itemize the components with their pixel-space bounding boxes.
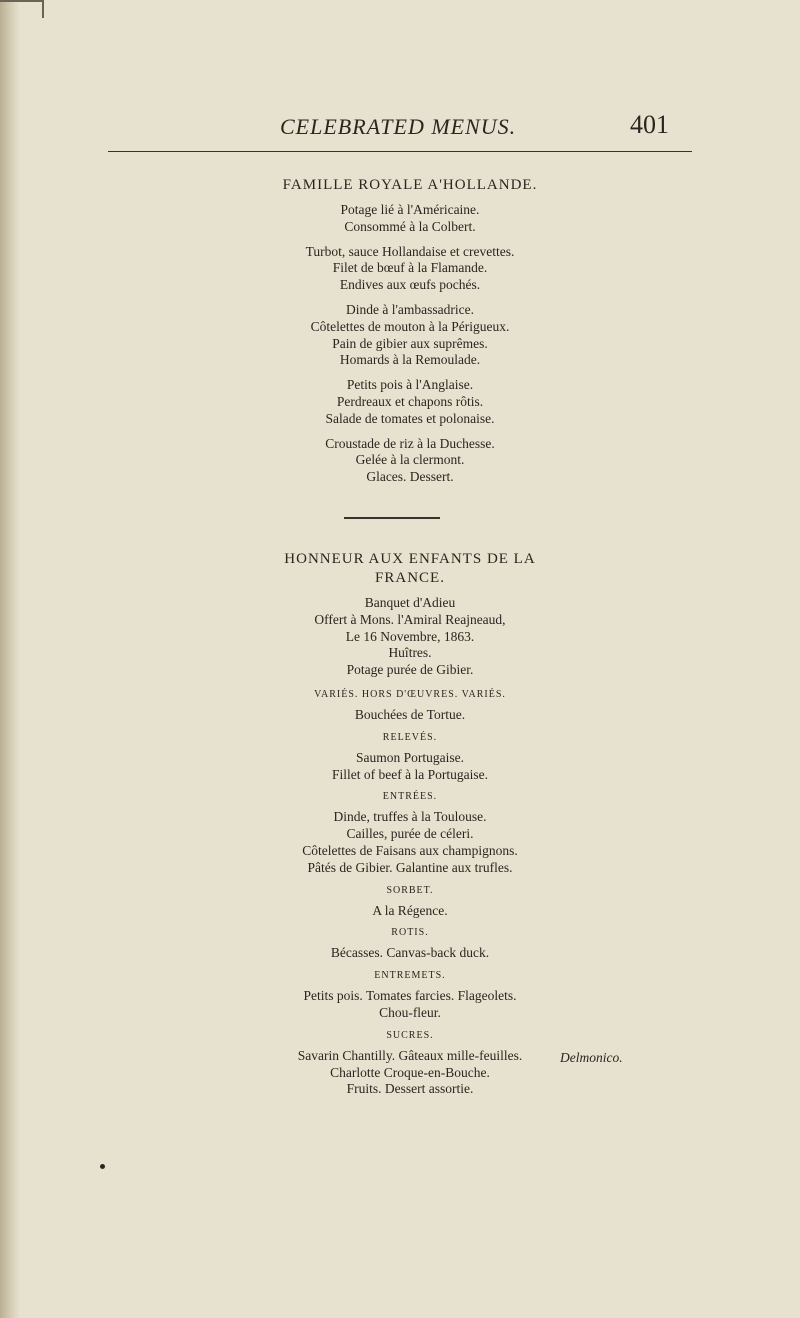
menu-item: Cailles, purée de céleri. [346, 826, 474, 842]
course-heading: ENTRÉES. [382, 791, 438, 803]
menu-item: Banquet d'Adieu [364, 595, 456, 610]
course-heading: ENTREMETS. [374, 970, 446, 982]
menu-title [150, 550, 670, 588]
menu-item: Offert à Mons. l'Amiral Reajneaud, [314, 611, 506, 627]
menu-item: Bouchées de Tortue. [354, 706, 466, 722]
menu-item: Salade de tomates et polonaise. [325, 410, 495, 426]
menu-honneur-enfants [150, 550, 670, 1098]
menu-item: Petits pois à l'Anglaise. [346, 377, 474, 393]
menu-item: Fruits. Dessert assortie. [346, 1081, 474, 1097]
menu-item: Saumon Portugaise. [356, 749, 464, 765]
course-heading: SORBET. [386, 884, 434, 896]
course-heading: RELEVÉS. [382, 731, 438, 743]
menu-item: Charlotte Croque-en-Bouche. [330, 1064, 490, 1080]
header-rule [108, 151, 692, 152]
menu-item: Pâtés de Gibier. Galantine aux trufles. [307, 859, 513, 875]
menu-item: Chou-fleur. [379, 1004, 441, 1020]
menu-item: Le 16 Novembre, 1863. [345, 628, 475, 644]
menu-item: A la Régence. [372, 902, 448, 918]
menu-item: Potage lié à l'Américaine. [340, 202, 480, 217]
menu-item: Pain de gibier aux suprêmes. [332, 335, 488, 351]
section-divider [344, 517, 440, 519]
menu-item: Turbot, sauce Hollandaise et crevettes. [305, 243, 515, 259]
course-group-2 [160, 244, 660, 294]
menu-title: FAMILLE ROYALE A'HOLLANDE. [282, 177, 538, 193]
course-group-1 [160, 202, 660, 236]
course-heading: VARIÉS. HORS D'ŒUVRES. VARIÉS. [314, 688, 506, 700]
menu-item: Croustade de riz à la Duchesse. [325, 435, 495, 451]
menu-title-line-2: FRANCE. [375, 570, 445, 586]
menu-item: Perdreaux et chapons rôtis. [336, 393, 484, 409]
menu-item: Huîtres. [388, 645, 432, 661]
menu-item: Petits pois. Tomates farcies. Flageolets. [303, 988, 517, 1004]
menu-item: Homards à la Remoulade. [339, 352, 481, 368]
menu-famille-royale [160, 176, 660, 494]
menu-item: Savarin Chantilly. Gâteaux mille-feuilles. [297, 1047, 523, 1063]
menu-item: Consommé à la Colbert. [344, 218, 476, 234]
running-title: CELEBRATED MENUS. [280, 114, 517, 139]
menu-item: Côtelettes de mouton à la Périgueux. [310, 318, 510, 334]
course-heading: ROTIS. [391, 927, 429, 939]
menu-item: Fillet of beef à la Portugaise. [332, 766, 488, 782]
signature: Delmonico. [560, 1050, 623, 1065]
menu-item: Gelée à la clermont. [355, 452, 465, 468]
course-group-5 [160, 436, 660, 486]
menu-item: Potage purée de Gibier. [346, 662, 474, 678]
menu-item: Filet de bœuf à la Flamande. [332, 260, 488, 276]
course-heading: SUCRES. [386, 1029, 434, 1041]
page-number: 401 [630, 110, 669, 139]
menu-item: Endives aux œufs pochés. [339, 277, 481, 293]
course-group-3 [160, 302, 660, 369]
menu-item: Glaces. Dessert. [366, 469, 454, 485]
menu-intro [150, 595, 670, 679]
running-header [0, 110, 800, 146]
menu-item: Côtelettes de Faisans aux champignons. [302, 842, 518, 858]
menu-item: Dinde à l'ambassadrice. [345, 301, 474, 317]
menu-title-line-1: HONNEUR AUX ENFANTS DE LA [284, 551, 536, 567]
menu-item: Bécasses. Canvas-back duck. [330, 945, 490, 961]
menu-item: Dinde, truffes à la Toulouse. [333, 809, 487, 825]
course-group-4 [160, 377, 660, 427]
ink-mark [100, 1164, 105, 1169]
